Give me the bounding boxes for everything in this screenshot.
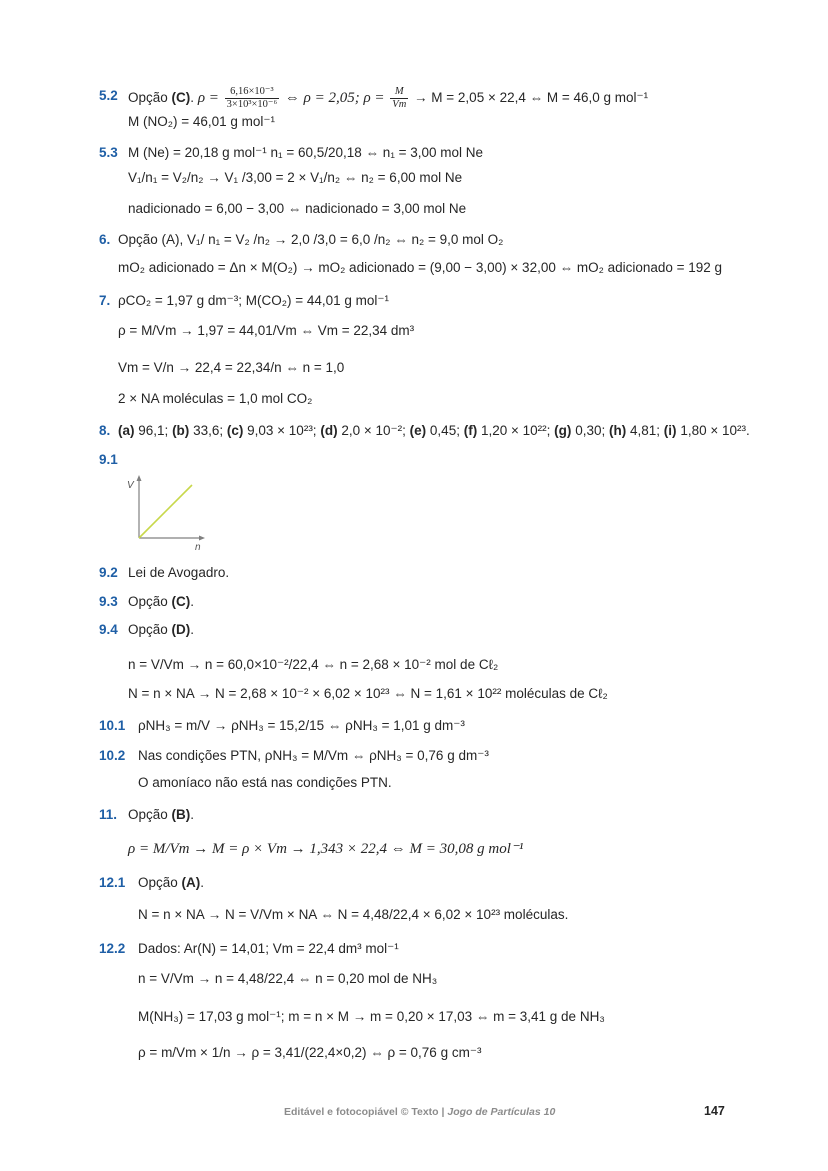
answer-12-2-line-3: M(NH₃) = 17,03 g mol⁻¹; m = n × M → m = 0,20 × 17,03 ⇔ m = 3,41 g de NH₃	[138, 1009, 605, 1024]
item-number: 9.4	[99, 622, 118, 637]
answer-7-line-4: 2 × NA moléculas = 1,0 mol CO₂	[118, 391, 313, 406]
answer-12-2-line-2: n = V/Vm → n = 4,48/22,4 ⇔ n = 0,20 mol de NH₃	[138, 971, 438, 986]
item-number: 5.3	[99, 145, 118, 160]
item-number: 12.2	[99, 941, 126, 956]
y-axis-label: V	[127, 480, 134, 491]
item-number: 12.1	[99, 875, 126, 890]
answer-10-2-line-2: O amoníaco não está nas condições PTN.	[138, 775, 392, 790]
item-number: 10.1	[99, 718, 126, 733]
proportional-line	[139, 485, 192, 538]
answer-9-4-line-2: n = V/Vm → n = 60,0×10⁻²/22,4 ⇔ n = 2,68 × 10⁻² mol de Cℓ₂	[128, 657, 499, 672]
answer-5-2-line-2: M (NO₂) = 46,01 g mol⁻¹	[128, 114, 276, 129]
answer-5-3-line-2: V₁/n₁ = V₂/n₂ → V₁ /3,00 = 2 × V₁/n₂ ⇔ n₂ = 6,00 mol Ne	[128, 170, 463, 185]
item-number: 10.2	[99, 748, 126, 763]
book-title: Jogo de Partículas 10	[447, 1106, 556, 1118]
fraction: $\frac{\text{6,16×10⁻³}}{\text{3×10³×10⁻⁶}}$	[226, 86, 278, 110]
item-number: 9.3	[99, 594, 118, 609]
answer-5-3-line-1: M (Ne) = 20,18 g mol⁻¹ n₁ = 60,5/20,18 ⇔ n₁ = 3,00 mol Ne	[128, 145, 484, 160]
answer-7-line-1: ρCO₂ = 1,97 g dm⁻³; M(CO₂) = 44,01 g mol⁻¹	[118, 293, 389, 308]
answer-10-1: ρNH₃ = m/V → ρNH₃ = 15,2/15 ⇔ ρNH₃ = 1,01 g dm⁻³	[138, 718, 465, 733]
answer-11-line-1: Opção (B).	[128, 807, 195, 822]
answer-5-3-line-3: nadicionado = 6,00 − 3,00 ⇔ nadicionado = 3,00 mol Ne	[128, 201, 467, 216]
item-number: 8.	[99, 423, 111, 438]
answer-7-line-2: ρ = M/Vm → 1,97 = 44,01/Vm ⇔ Vm = 22,34 dm³	[118, 323, 415, 338]
item-number: 9.1	[99, 452, 118, 467]
item-number: 6.	[99, 232, 111, 247]
answer-12-2-line-1: Dados: Ar(N) = 14,01; Vm = 22,4 dm³ mol⁻¹	[138, 941, 399, 956]
answer-9-4-line-3: N = n × NA → N = 2,68 × 10⁻² × 6,02 × 10²³ ⇔ N = 1,61 × 10²² moléculas de Cℓ₂	[128, 686, 608, 701]
item-number: 7.	[99, 293, 111, 308]
answer-6-line-2: mO₂ adicionado = Δn × M(O₂) → mO₂ adicionado = (9,00 − 3,00) × 32,00 ⇔ mO₂ adicionado = 192 g	[118, 260, 723, 275]
answer-10-2-line-1: Nas condições PTN, ρNH₃ = M/Vm ⇔ ρNH₃ = 0,76 g dm⁻³	[138, 748, 489, 763]
item-number: 11.	[99, 807, 118, 822]
answer-12-1-line-1: Opção (A).	[138, 875, 205, 890]
answer-12-1-line-2: N = n × NA → N = V/Vm × NA ⇔ N = 4,48/22,4 × 6,02 × 10²³ moléculas.	[138, 907, 569, 922]
answer-9-4-line-1: Opção (D).	[128, 622, 195, 637]
x-axis-label: n	[195, 542, 201, 553]
y-axis-arrow-icon	[137, 475, 142, 481]
answer-9-2: Lei de Avogadro.	[128, 565, 230, 580]
page-number: 147	[704, 1104, 725, 1118]
answer-5-2-line-1: Opção (C). ρ = $\frac{\text{6,16×10⁻³}}{\text{3×10³×10⁻⁶}}$ ⇔ ρ = 2,05; ρ = $\frac{M}{Vm}$ → M = 2,05 × 22,4 ⇔ M = 46,0 g mol⁻¹	[128, 86, 649, 110]
answer-11-line-2: ρ = M/Vm → M = ρ × Vm → 1,343 × 22,4 ⇔ M = 30,08 g mol⁻¹	[128, 841, 524, 857]
answer-9-3: Opção (C).	[128, 594, 195, 609]
item-number: 9.2	[99, 565, 118, 580]
footer-credit: Editável e fotocopiável © Texto | Jogo de Partículas 10	[284, 1106, 556, 1118]
answer-7-line-3: Vm = V/n → 22,4 = 22,34/n ⇔ n = 1,0	[118, 360, 345, 375]
item-number: 5.2	[99, 88, 118, 103]
answer-8-list: (a) 96,1; (b) 33,6; (c) 9,03 × 10²³; (d) 2,0 × 10⁻²; (e) 0,45; (f) 1,20 × 10²²; (g) 0,30; (h) 4,81; (i) 1,80 × 10²³.	[118, 423, 750, 438]
v-vs-n-graph	[118, 470, 218, 555]
x-axis-arrow-icon	[199, 536, 205, 541]
answer-6-line-1: Opção (A), V₁/ n₁ = V₂ /n₂ → 2,0 /3,0 = 6,0 /n₂ ⇔ n₂ = 9,0 mol O₂	[118, 232, 504, 247]
answer-12-2-line-4: ρ = m/Vm × 1/n → ρ = 3,41/(22,4×0,2) ⇔ ρ = 0,76 g cm⁻³	[138, 1045, 482, 1060]
fraction: $\frac{M}{Vm}$	[392, 86, 407, 110]
